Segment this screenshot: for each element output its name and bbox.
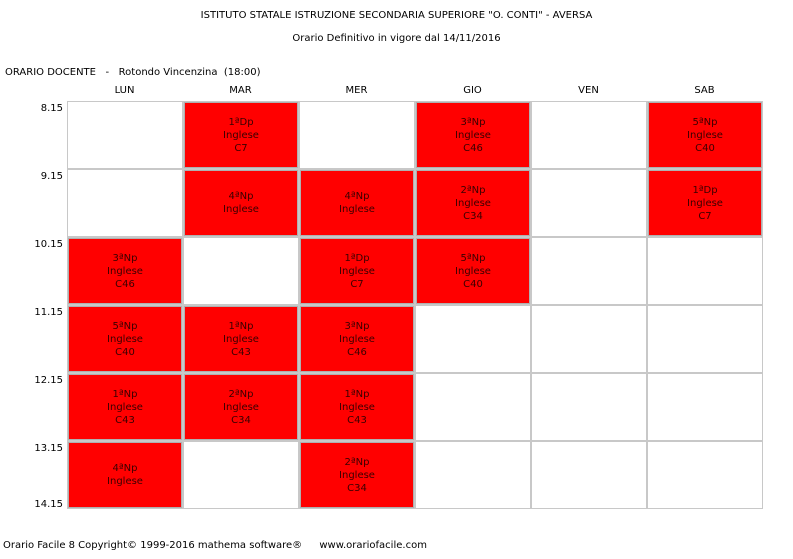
lesson-block[interactable] [300,442,414,508]
website-link[interactable]: www.orariofacile.com [319,540,427,551]
lesson-class: 1ªNp [112,388,138,400]
day-header-sab: SAB [694,85,715,96]
timetable-cell[interactable] [531,441,647,509]
day-header-mar: MAR [229,85,252,96]
timetable-cell[interactable] [183,441,299,509]
day-header-mer: MER [345,85,368,96]
lesson-subject: Inglese [107,333,143,345]
timetable-cell[interactable] [647,373,763,441]
lesson-subject: Inglese [455,265,491,277]
timetable-grid [67,101,763,509]
lesson-class: 1ªNp [228,320,254,332]
school-title: ISTITUTO STATALE ISTRUZIONE SECONDARIA SUPERIORE "O. CONTI" - AVERSA [200,10,593,21]
lesson-subject: Inglese [107,476,143,487]
lesson-room: C7 [350,278,364,290]
lesson-subject: Inglese [687,197,723,209]
lesson-block[interactable] [68,306,182,372]
lesson-class: 1ªDp [228,116,254,128]
lesson-room: C43 [347,414,367,426]
lesson-subject: Inglese [223,129,259,141]
lesson-room: C40 [115,346,135,358]
lesson-block[interactable] [416,170,530,236]
lesson-block[interactable] [68,442,182,508]
lesson-class: 1ªNp [344,388,370,400]
lesson-subject: Inglese [107,401,143,413]
timetable-cell[interactable] [531,169,647,237]
lesson-room: C7 [698,210,712,222]
timetable-cell[interactable] [67,101,183,169]
lesson-subject: Inglese [455,129,491,141]
lesson-room: C34 [231,414,251,426]
lesson-subject: Inglese [223,333,259,345]
timetable-cell[interactable] [299,101,415,169]
footer [3,540,427,551]
time-label: 10.15 [34,239,63,250]
timetable-cell[interactable] [415,305,531,373]
lesson-room: C34 [347,482,367,494]
lesson-block[interactable] [184,374,298,440]
time-label: 14.15 [34,499,63,510]
lesson-room: C46 [463,142,483,154]
lesson-class: 5ªNp [112,320,138,332]
time-label: 9.15 [40,171,63,182]
lesson-block[interactable] [300,238,414,304]
time-label: 12.15 [34,375,63,386]
lesson-class: 4ªNp [112,463,138,474]
lesson-room: C43 [115,414,135,426]
lesson-block[interactable] [184,102,298,168]
lesson-subject: Inglese [339,265,375,277]
lesson-block[interactable] [648,170,762,236]
lesson-block[interactable] [300,170,414,236]
lesson-block[interactable] [300,374,414,440]
timetable-cell[interactable] [647,305,763,373]
teacher-line: ORARIO DOCENTE - Rotondo Vincenzina (18:00) [5,67,261,78]
lesson-subject: Inglese [339,401,375,413]
timetable-cell[interactable] [531,237,647,305]
day-header-ven: VEN [578,85,599,96]
lesson-subject: Inglese [223,204,259,215]
lesson-subject: Inglese [687,129,723,141]
timetable-cell[interactable] [531,305,647,373]
lesson-class: 3ªNp [460,116,486,128]
timetable-cell[interactable] [531,373,647,441]
lesson-subject: Inglese [223,401,259,413]
lesson-subject: Inglese [339,333,375,345]
day-header-gio: GIO [463,85,482,96]
lesson-room: C7 [234,142,248,154]
lesson-block[interactable] [416,238,530,304]
timetable-cell[interactable] [531,101,647,169]
lesson-class: 1ªDp [344,252,370,264]
lesson-block[interactable] [184,306,298,372]
lesson-class: 3ªNp [112,252,138,264]
lesson-class: 3ªNp [344,320,370,332]
timetable-cell[interactable] [67,169,183,237]
timetable-cell[interactable] [183,237,299,305]
lesson-block[interactable] [68,238,182,304]
schedule-subtitle: Orario Definitivo in vigore dal 14/11/2016 [292,33,501,44]
time-label: 8.15 [40,103,63,114]
lesson-subject: Inglese [455,197,491,209]
lesson-block[interactable] [416,102,530,168]
lesson-room: C34 [463,210,483,222]
lesson-room: C46 [115,278,135,290]
lesson-class: 2ªNp [344,456,370,468]
lesson-block[interactable] [184,170,298,236]
lesson-room: C46 [347,346,367,358]
lesson-room: C40 [463,278,483,290]
timetable-cell[interactable] [647,441,763,509]
time-label: 13.15 [34,443,63,454]
lesson-class: 4ªNp [344,191,370,202]
lesson-subject: Inglese [107,265,143,277]
timetable-cell[interactable] [647,237,763,305]
lesson-subject: Inglese [339,469,375,481]
lesson-block[interactable] [300,306,414,372]
lesson-block[interactable] [648,102,762,168]
timetable-cell[interactable] [415,441,531,509]
lesson-class: 2ªNp [228,388,254,400]
lesson-room: C40 [695,142,715,154]
lesson-class: 5ªNp [692,116,718,128]
lesson-block[interactable] [68,374,182,440]
time-label: 11.15 [34,307,63,318]
lesson-class: 1ªDp [692,184,718,196]
lesson-subject: Inglese [339,204,375,215]
copyright-text: Orario Facile 8 Copyright© 1999-2016 mathema software® [3,540,303,551]
day-header-lun: LUN [114,85,135,96]
lesson-room: C43 [231,346,251,358]
lesson-class: 4ªNp [228,191,254,202]
lesson-class: 2ªNp [460,184,486,196]
lesson-class: 5ªNp [460,252,486,264]
timetable-cell[interactable] [415,373,531,441]
